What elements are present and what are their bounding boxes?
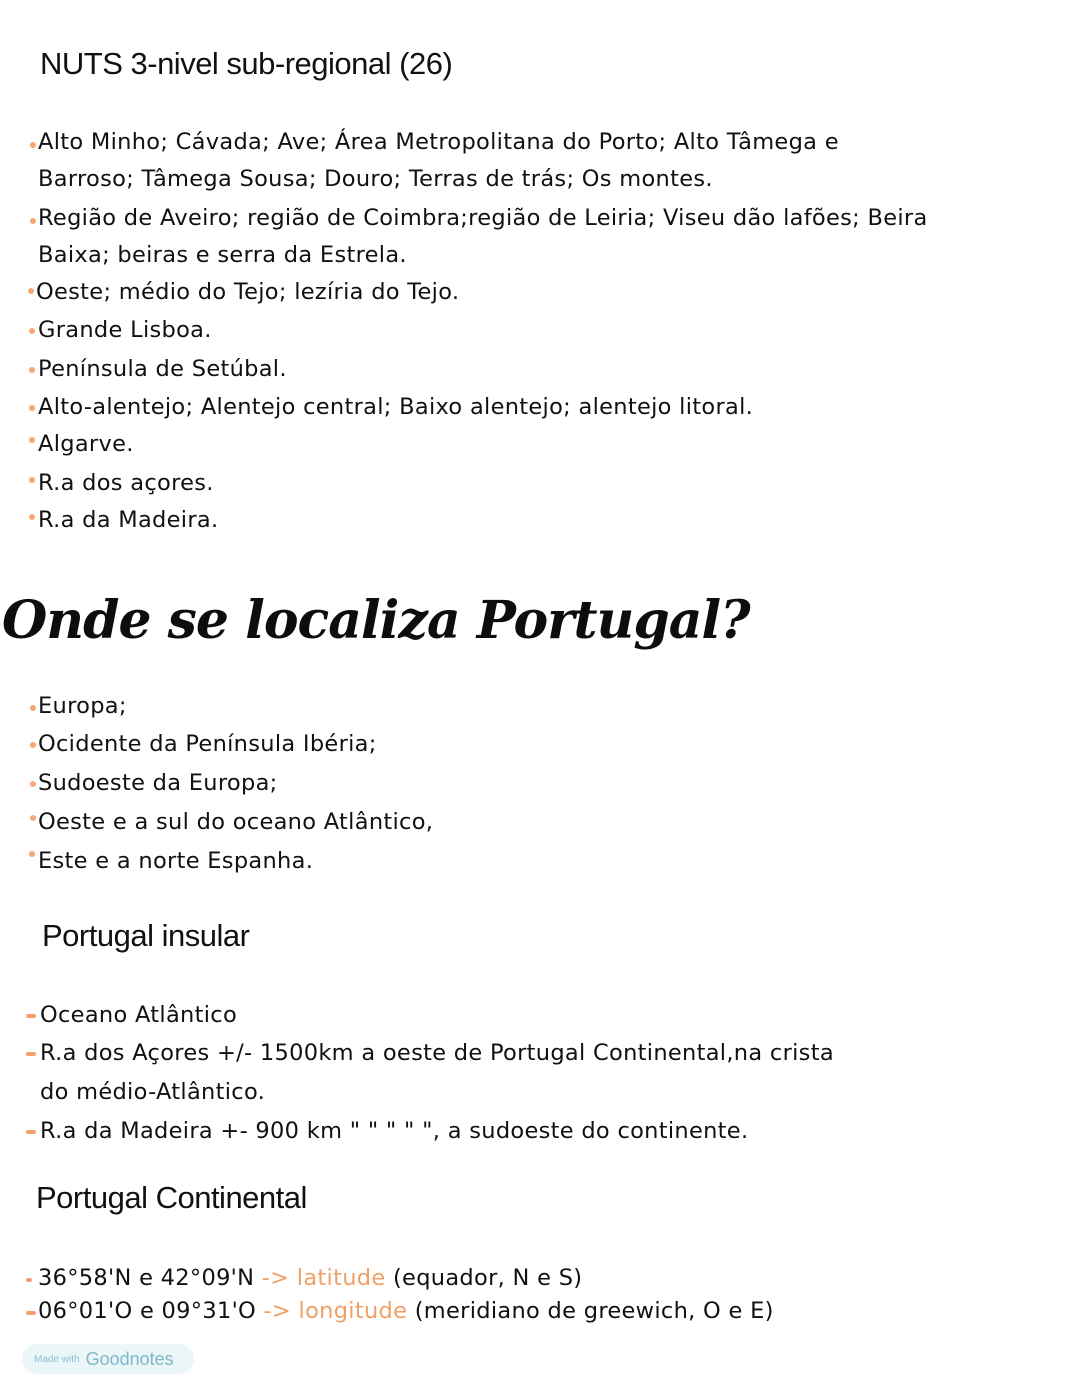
list-item: Sudoeste da Europa;	[38, 770, 278, 796]
latitude-note: (equador, N e S)	[392, 1265, 583, 1291]
page-title: Onde se localiza Portugal?	[2, 590, 750, 651]
bullet-icon	[29, 328, 35, 334]
arrow: ->	[263, 1298, 292, 1324]
bullet-icon	[28, 288, 34, 294]
bullet-icon	[30, 742, 36, 748]
dash-bullet-icon	[26, 1130, 36, 1134]
bullet-icon	[29, 851, 35, 857]
list-item: Península de Setúbal.	[38, 356, 287, 382]
badge-prefix: Made with	[34, 1353, 80, 1365]
bullet-icon	[30, 705, 36, 711]
longitude-term: longitude	[298, 1298, 408, 1324]
list-item: R.a dos açores.	[38, 470, 214, 496]
longitude-row	[38, 1300, 774, 1323]
bullet-icon	[30, 142, 36, 148]
bullet-icon	[29, 477, 35, 483]
bullet-icon	[30, 815, 36, 821]
latitude-row	[38, 1267, 582, 1290]
list-item: Este e a norte Espanha.	[38, 848, 314, 874]
list-item: R.a da Madeira +- 900 km " " " " ", a sudoeste do continente.	[40, 1118, 749, 1144]
list-item: R.a da Madeira.	[38, 507, 219, 533]
list-item: Região de Aveiro; região de Coimbra;região de Leiria; Viseu dão lafões; Beira	[38, 205, 928, 231]
bullet-icon	[30, 218, 36, 224]
list-item: R.a dos Açores +/- 1500km a oeste de Portugal Continental,na crista	[40, 1040, 834, 1066]
list-item-continuation: Baixa; beiras e serra da Estrela.	[38, 242, 407, 268]
latitude-term: latitude	[296, 1265, 386, 1291]
list-item: Oeste e a sul do oceano Atlântico,	[38, 809, 434, 835]
dash-bullet-icon	[26, 1311, 36, 1315]
list-item: Algarve.	[38, 431, 134, 457]
bullet-icon	[30, 781, 36, 787]
longitude-value: 06°01'O e 09°31'O	[38, 1298, 257, 1324]
dash-bullet-icon	[26, 1014, 36, 1018]
bullet-icon	[29, 437, 35, 443]
list-item: Oeste; médio do Tejo; lezíria do Tejo.	[36, 279, 460, 305]
bullet-icon	[29, 405, 35, 411]
list-item-continuation: do médio-Atlântico.	[40, 1079, 266, 1105]
badge-brand: Goodnotes	[85, 1348, 174, 1369]
dash-bullet-icon	[26, 1278, 32, 1282]
bullet-icon	[29, 367, 35, 373]
list-item: Ocidente da Península Ibéria;	[38, 731, 377, 757]
insular-heading: Portugal insular	[42, 920, 249, 951]
list-item: Grande Lisboa.	[38, 317, 212, 343]
list-item: Alto Minho; Cávada; Ave; Área Metropolitana do Porto; Alto Tâmega e	[38, 129, 839, 155]
dash-bullet-icon	[26, 1052, 36, 1056]
list-item: Europa;	[38, 693, 127, 719]
list-item-continuation: Barroso; Tâmega Sousa; Douro; Terras de trás; Os montes.	[38, 166, 713, 192]
nuts-heading: NUTS 3-nivel sub-regional (26)	[40, 48, 452, 79]
bullet-icon	[29, 514, 35, 520]
latitude-value: 36°58'N e 42°09'N	[38, 1265, 255, 1291]
arrow: ->	[261, 1265, 290, 1291]
continental-heading: Portugal Continental	[36, 1182, 307, 1213]
longitude-note: (meridiano de greewich, O e E)	[414, 1298, 774, 1324]
list-item: Alto-alentejo; Alentejo central; Baixo alentejo; alentejo litoral.	[38, 394, 754, 420]
goodnotes-badge[interactable]	[22, 1344, 194, 1374]
list-item: Oceano Atlântico	[40, 1002, 238, 1028]
